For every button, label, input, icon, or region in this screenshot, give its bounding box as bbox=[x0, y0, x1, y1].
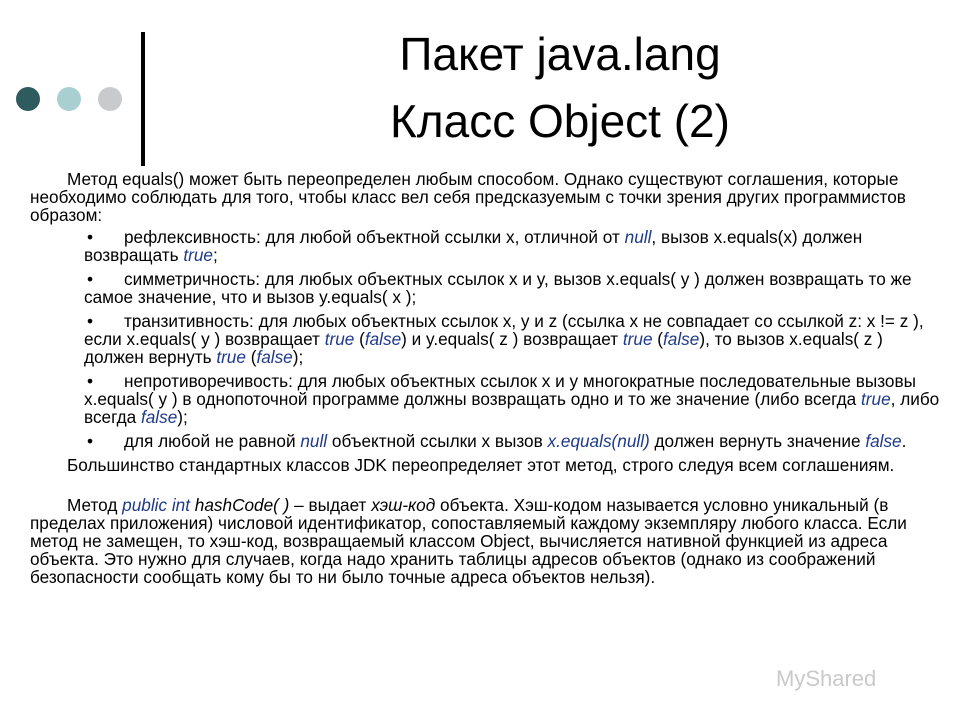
decor-dot-gray bbox=[98, 87, 122, 111]
bullet-glyph: • bbox=[87, 371, 94, 391]
decor-dot-dark bbox=[16, 87, 40, 111]
list-item-transitive: • транзитивность: для любых объектных ссылок x, y и z (ссылка x не совпадает со ссылкой z: x != z ), если x.equals( y ) возвращает true (false) и y.equals( z ) возвращает true (false), то вызов x.equals( z ) должен вернуть true (false); bbox=[84, 311, 924, 367]
list-item-reflexive: • рефлексивность: для любой объектной ссылки x, отличной от null, вызов x.equals(x) должен возвращать true; bbox=[84, 227, 863, 265]
list-item-symmetric: • симметричность: для любых объектных ссылок x и y, вызов x.equals( y ) должен возвращать то же самое значение, что и вызов y.equals( x ); bbox=[84, 269, 912, 307]
bullet-glyph: • bbox=[87, 269, 94, 289]
slide-body bbox=[30, 170, 945, 586]
jdk-note-paragraph: Большинство стандартных классов JDK переопределяет этот метод, строго следуя всем соглашениям. bbox=[67, 455, 895, 475]
decor-dot-light bbox=[57, 87, 81, 111]
watermark-logo: MyShared bbox=[776, 666, 877, 691]
list-item-consistent: • непротиворечивость: для любых объектных ссылок x и y многократные последовательные вызовы x.equals( y ) в однопоточной программе должны возвращать одно и то же значение (либо всегда true, либо всегда false); bbox=[84, 371, 940, 427]
list-item-null: • для любой не равной null объектной ссылки x вызов x.equals(null) должен вернуть значение false. bbox=[87, 431, 907, 451]
bullet-glyph: • bbox=[87, 311, 94, 331]
slide-title-line2: Класс Object (2) bbox=[390, 95, 730, 147]
intro-paragraph: Метод equals() может быть переопределен любым способом. Однако существуют соглашения, которые необходимо соблюдать для того, чтобы класс вел себя предсказуемым с точки зрения других программистов образом: bbox=[30, 169, 906, 225]
decor-vertical-line bbox=[141, 32, 145, 166]
slide-title-line1: Пакет java.lang bbox=[399, 28, 721, 80]
conventions-list bbox=[30, 228, 945, 450]
bullet-glyph: • bbox=[87, 227, 94, 247]
hashcode-paragraph: Метод public int hashCode( ) – выдает хэш-код объекта. Хэш-кодом называется условно уникальный (в пределах приложения) числовой идентификатор, сопоставляемый каждому экземпляру любого класса. Если метод не замещен, то хэш-код, возвращаемый классом Object, вычисляется нативной функцией из адреса объекта. Это нужно для случаев, когда надо хранить таблицы адресов объектов (однако из соображений безопасности сообщать кому бы то ни было точные адреса объектов нельзя). bbox=[30, 495, 907, 587]
bullet-glyph: • bbox=[87, 431, 94, 451]
